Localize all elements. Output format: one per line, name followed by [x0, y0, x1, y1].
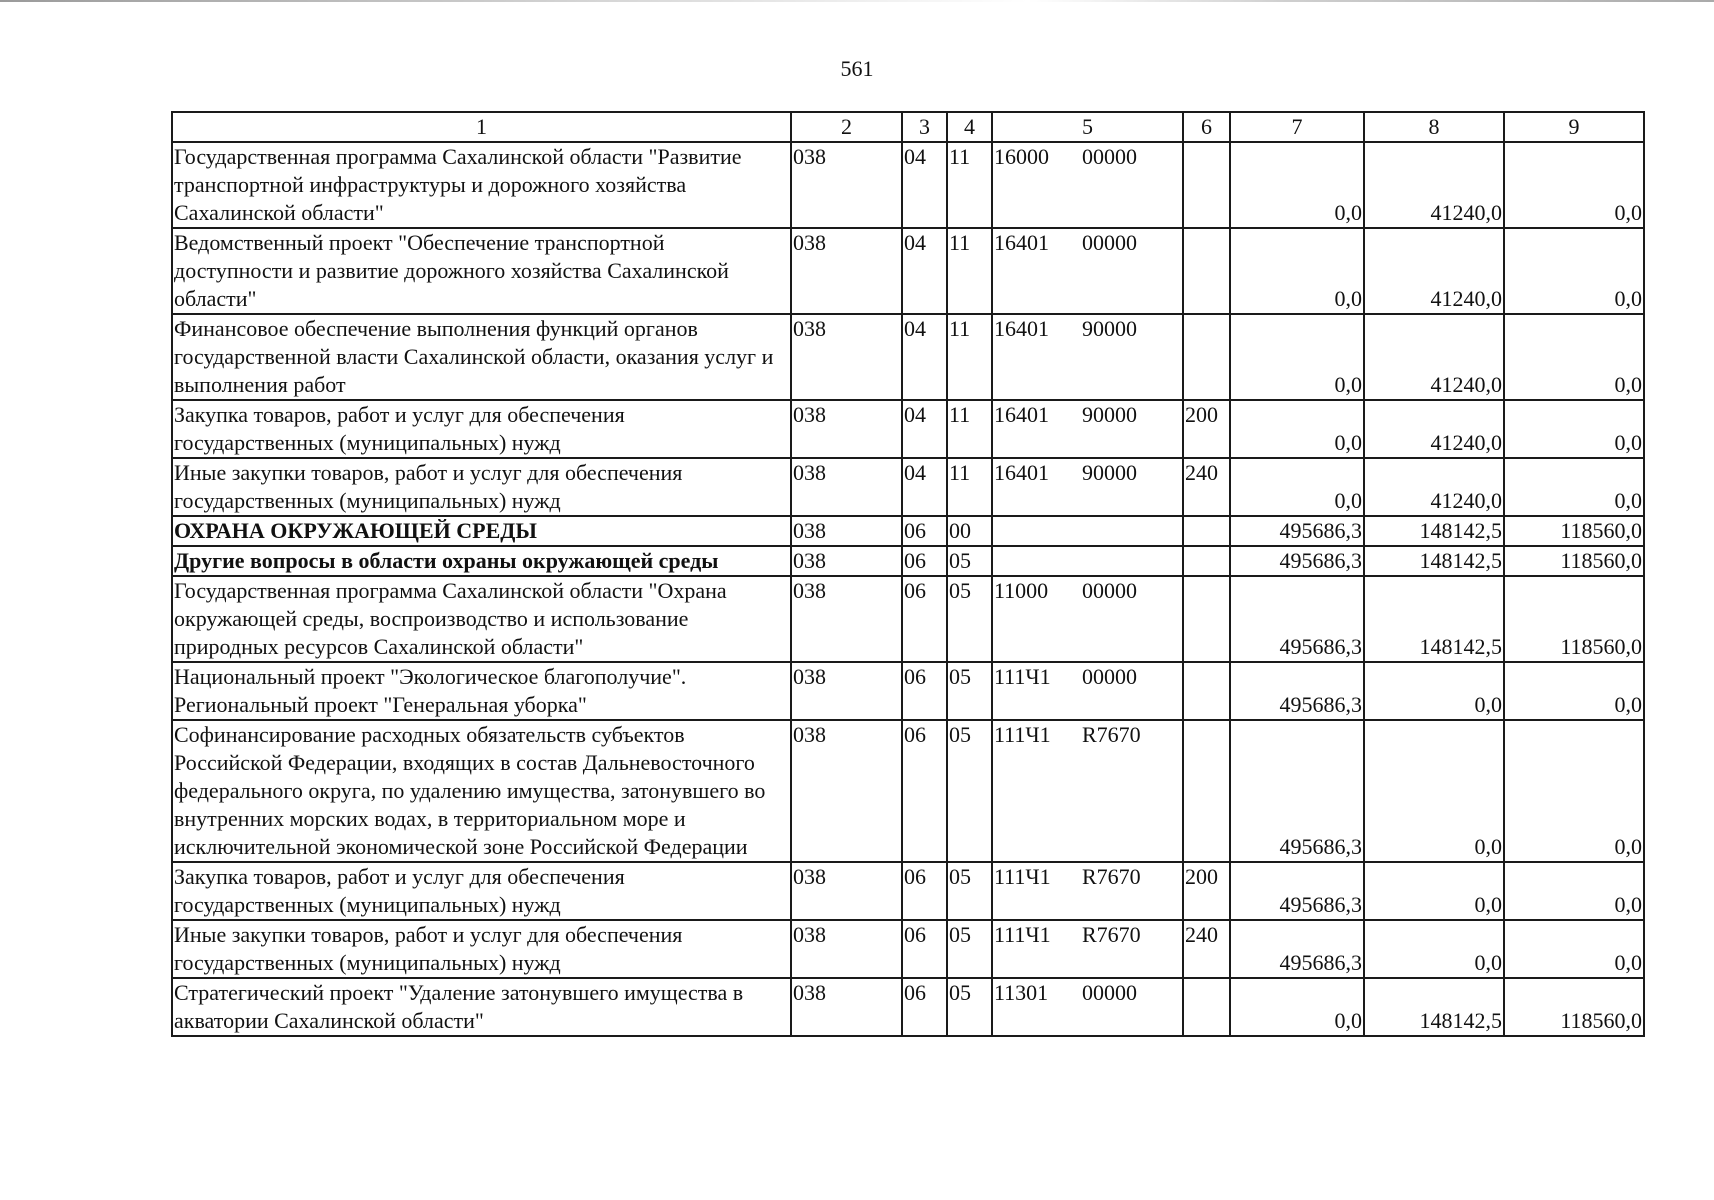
row-expense-type: 240: [1183, 920, 1230, 978]
row-target-article: [992, 546, 1183, 576]
header-cell-7: 7: [1230, 112, 1364, 142]
row-target-article: [992, 920, 1183, 978]
row-amount-col8: 0,0: [1364, 720, 1504, 862]
row-target-article: [992, 516, 1183, 546]
target-article-direction: 90000: [1082, 460, 1137, 485]
header-cell-8: 8: [1364, 112, 1504, 142]
table-row: [172, 720, 1644, 862]
target-article-program: 16401: [994, 402, 1049, 427]
header-cell-9: 9: [1504, 112, 1644, 142]
row-chapter-code: 038: [791, 516, 902, 546]
table-row: [172, 400, 1644, 458]
table-row: [172, 862, 1644, 920]
row-amount-col7: 0,0: [1230, 228, 1364, 314]
row-name: Закупка товаров, работ и услуг для обеспечения государственных (муниципальных) нужд: [172, 400, 791, 458]
row-chapter-code: 038: [791, 314, 902, 400]
row-name: Стратегический проект "Удаление затонувшего имущества в акватории Сахалинской области": [172, 978, 791, 1036]
target-article-program: 16401: [994, 230, 1049, 255]
row-name: Другие вопросы в области охраны окружающей среды: [172, 546, 791, 576]
row-subsection-code: 11: [947, 400, 992, 458]
row-target-article: [992, 720, 1183, 862]
target-article-program: 111Ч1: [994, 664, 1051, 689]
row-amount-col7: 495686,3: [1230, 576, 1364, 662]
row-target-article: [992, 576, 1183, 662]
row-amount-col7: 495686,3: [1230, 546, 1364, 576]
row-section-code: 06: [902, 576, 947, 662]
table-body: [172, 112, 1644, 1036]
row-chapter-code: 038: [791, 862, 902, 920]
row-chapter-code: 038: [791, 546, 902, 576]
row-amount-col8: 148142,5: [1364, 546, 1504, 576]
row-expense-type: 200: [1183, 400, 1230, 458]
target-article-program: 16000: [994, 144, 1049, 169]
row-chapter-code: 038: [791, 142, 902, 228]
target-article-direction: R7670: [1082, 864, 1141, 889]
row-section-code: 06: [902, 920, 947, 978]
row-amount-col9: 0,0: [1504, 458, 1644, 516]
row-chapter-code: 038: [791, 228, 902, 314]
budget-table: [171, 111, 1645, 1037]
target-article-program: 11301: [994, 980, 1049, 1005]
row-subsection-code: 00: [947, 516, 992, 546]
row-expense-type: 240: [1183, 458, 1230, 516]
row-subsection-code: 11: [947, 142, 992, 228]
row-expense-type: [1183, 314, 1230, 400]
row-expense-type: [1183, 142, 1230, 228]
row-expense-type: [1183, 662, 1230, 720]
header-cell-1: 1: [172, 112, 791, 142]
row-name: Ведомственный проект "Обеспечение транспортной доступности и развитие дорожного хозяйства Сахалинской области": [172, 228, 791, 314]
row-amount-col8: 41240,0: [1364, 458, 1504, 516]
table-row: [172, 142, 1644, 228]
row-amount-col7: 0,0: [1230, 142, 1364, 228]
header-cell-6: 6: [1183, 112, 1230, 142]
row-section-code: 04: [902, 458, 947, 516]
table-row: [172, 978, 1644, 1036]
row-amount-col9: 118560,0: [1504, 516, 1644, 546]
table-row: [172, 458, 1644, 516]
row-amount-col7: 495686,3: [1230, 662, 1364, 720]
row-target-article: [992, 314, 1183, 400]
row-amount-col7: 0,0: [1230, 458, 1364, 516]
row-name: Национальный проект "Экологическое благополучие". Региональный проект "Генеральная уборка": [172, 662, 791, 720]
target-article-program: 111Ч1: [994, 722, 1051, 747]
scan-edge: [0, 0, 1714, 2]
row-amount-col7: 495686,3: [1230, 862, 1364, 920]
row-amount-col8: 0,0: [1364, 662, 1504, 720]
row-target-article: [992, 458, 1183, 516]
row-subsection-code: 05: [947, 920, 992, 978]
row-expense-type: [1183, 576, 1230, 662]
target-article-direction: 90000: [1082, 316, 1137, 341]
row-chapter-code: 038: [791, 720, 902, 862]
target-article-direction: R7670: [1082, 722, 1141, 747]
row-name: ОХРАНА ОКРУЖАЮЩЕЙ СРЕДЫ: [172, 516, 791, 546]
row-chapter-code: 038: [791, 576, 902, 662]
row-amount-col8: 41240,0: [1364, 142, 1504, 228]
row-amount-col9: 0,0: [1504, 142, 1644, 228]
target-article-direction: 00000: [1082, 230, 1137, 255]
row-section-code: 06: [902, 516, 947, 546]
row-name: Иные закупки товаров, работ и услуг для обеспечения государственных (муниципальных) нужд: [172, 458, 791, 516]
table-row: [172, 228, 1644, 314]
target-article-direction: 00000: [1082, 980, 1137, 1005]
row-chapter-code: 038: [791, 978, 902, 1036]
row-amount-col7: 495686,3: [1230, 516, 1364, 546]
row-amount-col9: 118560,0: [1504, 546, 1644, 576]
header-cell-5: 5: [992, 112, 1183, 142]
row-amount-col8: 148142,5: [1364, 978, 1504, 1036]
row-amount-col8: 41240,0: [1364, 314, 1504, 400]
row-subsection-code: 05: [947, 862, 992, 920]
row-name: Государственная программа Сахалинской области "Охрана окружающей среды, воспроизводство и использование природных ресурсов Сахалинской области": [172, 576, 791, 662]
row-target-article: [992, 142, 1183, 228]
row-amount-col9: 0,0: [1504, 662, 1644, 720]
row-name: Государственная программа Сахалинской области "Развитие транспортной инфраструктуры и дорожного хозяйства Сахалинской области": [172, 142, 791, 228]
row-amount-col9: 0,0: [1504, 862, 1644, 920]
row-target-article: [992, 978, 1183, 1036]
table-row: [172, 314, 1644, 400]
row-target-article: [992, 228, 1183, 314]
table-row: [172, 662, 1644, 720]
target-article-direction: 00000: [1082, 664, 1137, 689]
header-row: [172, 112, 1644, 142]
row-expense-type: [1183, 720, 1230, 862]
table-row: [172, 516, 1644, 546]
target-article-program: 11000: [994, 578, 1049, 603]
row-amount-col9: 0,0: [1504, 314, 1644, 400]
target-article-program: 16401: [994, 460, 1049, 485]
header-cell-3: 3: [902, 112, 947, 142]
row-amount-col7: 0,0: [1230, 314, 1364, 400]
target-article-direction: 00000: [1082, 578, 1137, 603]
target-article-direction: 00000: [1082, 144, 1137, 169]
row-subsection-code: 05: [947, 720, 992, 862]
row-chapter-code: 038: [791, 662, 902, 720]
row-amount-col9: 0,0: [1504, 920, 1644, 978]
table-row: [172, 546, 1644, 576]
row-target-article: [992, 862, 1183, 920]
row-name: Иные закупки товаров, работ и услуг для обеспечения государственных (муниципальных) нужд: [172, 920, 791, 978]
row-chapter-code: 038: [791, 458, 902, 516]
row-amount-col9: 0,0: [1504, 400, 1644, 458]
row-amount-col7: 495686,3: [1230, 720, 1364, 862]
row-chapter-code: 038: [791, 920, 902, 978]
row-subsection-code: 05: [947, 576, 992, 662]
row-chapter-code: 038: [791, 400, 902, 458]
row-amount-col8: 41240,0: [1364, 228, 1504, 314]
row-section-code: 06: [902, 546, 947, 576]
row-target-article: [992, 662, 1183, 720]
target-article-direction: 90000: [1082, 402, 1137, 427]
row-subsection-code: 11: [947, 458, 992, 516]
row-section-code: 04: [902, 400, 947, 458]
row-section-code: 04: [902, 228, 947, 314]
target-article-direction: R7670: [1082, 922, 1141, 947]
table-row: [172, 920, 1644, 978]
row-amount-col7: 0,0: [1230, 400, 1364, 458]
row-amount-col9: 118560,0: [1504, 978, 1644, 1036]
row-expense-type: [1183, 228, 1230, 314]
row-amount-col7: 495686,3: [1230, 920, 1364, 978]
row-amount-col9: 0,0: [1504, 228, 1644, 314]
row-section-code: 06: [902, 862, 947, 920]
row-subsection-code: 11: [947, 314, 992, 400]
row-section-code: 06: [902, 978, 947, 1036]
table-row: [172, 576, 1644, 662]
row-expense-type: 200: [1183, 862, 1230, 920]
row-amount-col9: 0,0: [1504, 720, 1644, 862]
row-name: Закупка товаров, работ и услуг для обеспечения государственных (муниципальных) нужд: [172, 862, 791, 920]
target-article-program: 111Ч1: [994, 922, 1051, 947]
row-subsection-code: 05: [947, 546, 992, 576]
header-cell-2: 2: [791, 112, 902, 142]
row-section-code: 06: [902, 662, 947, 720]
row-expense-type: [1183, 546, 1230, 576]
row-amount-col8: 148142,5: [1364, 576, 1504, 662]
row-subsection-code: 11: [947, 228, 992, 314]
row-expense-type: [1183, 978, 1230, 1036]
row-amount-col8: 148142,5: [1364, 516, 1504, 546]
row-section-code: 04: [902, 314, 947, 400]
row-name: Финансовое обеспечение выполнения функций органов государственной власти Сахалинской области, оказания услуг и выполнения работ: [172, 314, 791, 400]
page-number: 561: [840, 56, 874, 81]
row-section-code: 06: [902, 720, 947, 862]
row-subsection-code: 05: [947, 662, 992, 720]
row-amount-col8: 0,0: [1364, 862, 1504, 920]
target-article-program: 16401: [994, 316, 1049, 341]
row-amount-col8: 0,0: [1364, 920, 1504, 978]
row-amount-col7: 0,0: [1230, 978, 1364, 1036]
row-expense-type: [1183, 516, 1230, 546]
row-target-article: [992, 400, 1183, 458]
row-amount-col8: 41240,0: [1364, 400, 1504, 458]
row-amount-col9: 118560,0: [1504, 576, 1644, 662]
target-article-program: 111Ч1: [994, 864, 1051, 889]
row-subsection-code: 05: [947, 978, 992, 1036]
row-name: Софинансирование расходных обязательств субъектов Российской Федерации, входящих в состав Дальневосточного федерального округа, по удалению имущества, затонувшего во внутренних морских водах, в территориальном море и исключительной экономической зоне Российской Федерации: [172, 720, 791, 862]
row-section-code: 04: [902, 142, 947, 228]
header-cell-4: 4: [947, 112, 992, 142]
